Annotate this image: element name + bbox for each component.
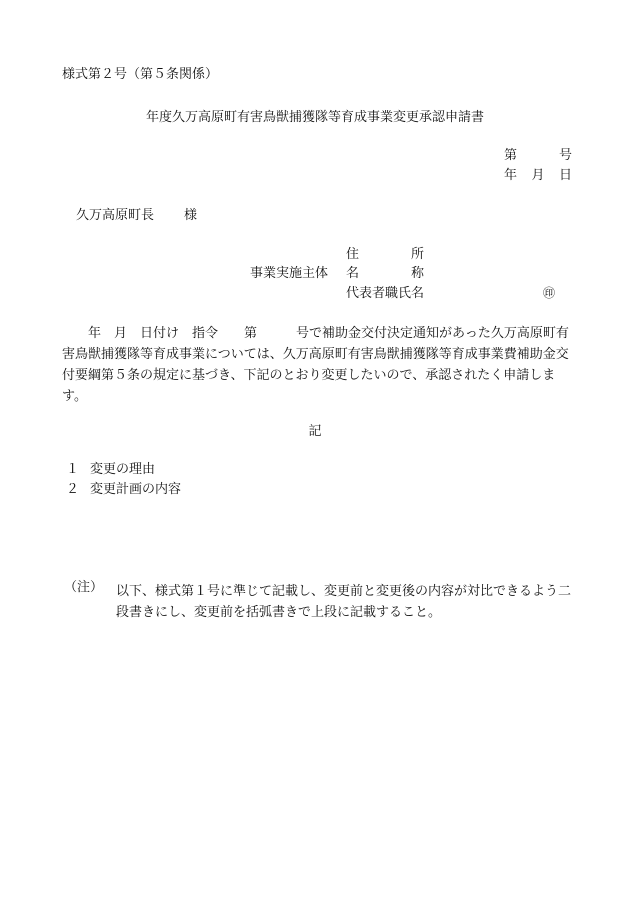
applicant-address-label <box>346 248 424 261</box>
name-char-2: 称 <box>410 266 424 281</box>
applicant-entity-label: 事業実施主体 <box>250 266 329 281</box>
date-year: 年 <box>504 168 518 183</box>
addressee <box>76 209 197 222</box>
item-text: 変更の理由 <box>90 462 156 477</box>
form-number-label: 様式第２号（第５条関係） <box>62 67 219 82</box>
number-dai: 第 <box>504 148 518 163</box>
item-number: １ <box>66 462 80 477</box>
note-text: 以下、様式第１号に準じて記載し、変更前と変更後の内容が対比できるよう二段書きにし、変更前を括弧書きで上段に記載すること。 <box>116 584 572 620</box>
address-char-2: 所 <box>410 247 424 262</box>
note-tag: （注） <box>64 580 104 595</box>
document-number-line <box>504 149 572 162</box>
date-day: 日 <box>558 168 572 183</box>
item-text: 変更計画の内容 <box>90 482 182 497</box>
document-title: 年度久万高原町有害鳥獣捕獲隊等育成事業変更承認申請書 <box>145 110 484 125</box>
name-char-1: 名 <box>346 266 360 281</box>
list-item <box>66 463 155 476</box>
ki-heading: 記 <box>308 424 322 439</box>
item-number: ２ <box>66 482 80 497</box>
list-item <box>66 483 181 496</box>
seal-mark: ㊞ <box>543 286 556 300</box>
date-month: 月 <box>531 168 545 183</box>
number-go: 号 <box>558 148 572 163</box>
applicant-name-label <box>346 267 424 280</box>
addressee-name: 久万高原町長 <box>76 208 155 223</box>
document-date-line <box>504 169 572 182</box>
representative-label: 代表者職氏名 <box>346 286 425 301</box>
body-paragraph: 年 月 日付け 指令 第 号で補助金交付決定通知があった久万高原町有害鳥獣捕獲隊等育成事業については、久万高原町有害鳥獣捕獲隊等育成事業費補助金交付要綱第５条の規定に基づき、下記のとおり変更したいので、承認されたく申請します。 <box>62 326 569 404</box>
address-char-1: 住 <box>346 247 360 262</box>
addressee-honorific: 様 <box>184 208 198 223</box>
